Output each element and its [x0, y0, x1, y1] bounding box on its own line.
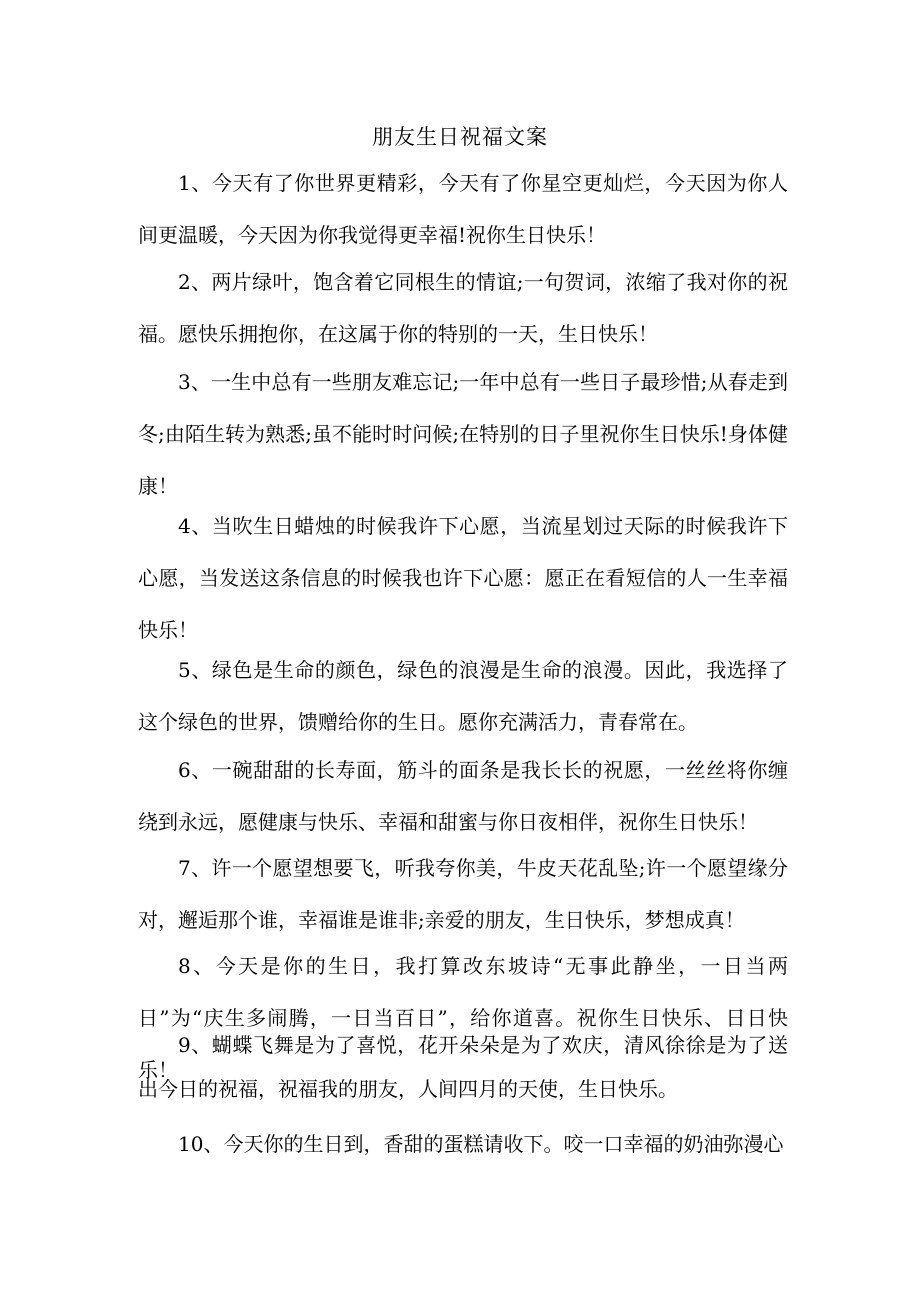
paragraph-9: 9、蝴蝶飞舞是为了喜悦，花开朵朵是为了欢庆，清风徐徐是为了送出今日的祝福，祝福我的朋友，人间四月的天使，生日快乐。 [138, 1033, 788, 1101]
paragraph-1: 1、今天有了你世界更精彩，今天有了你星空更灿烂，今天因为你人间更温暖，今天因为你我觉得更幸福!祝你生日快乐！ [138, 171, 788, 247]
paragraph-6: 6、一碗甜甜的长寿面，筋斗的面条是我长长的祝愿，一丝丝将你缠绕到永远，愿健康与快乐、幸福和甜蜜与你日夜相伴，祝你生日快乐！ [138, 758, 788, 834]
paragraph-3: 3、一生中总有一些朋友难忘记;一年中总有一些日子最珍惜;从春走到冬;由陌生转为熟悉;虽不能时时问候;在特别的日子里祝你生日快乐!身体健康！ [138, 370, 788, 498]
paragraph-2: 2、两片绿叶，饱含着它同根生的情谊;一句贺词，浓缩了我对你的祝福。愿快乐拥抱你，在这属于你的特别的一天，生日快乐！ [138, 270, 788, 346]
paragraph-7: 7、许一个愿望想要飞，听我夸你美，牛皮天花乱坠;许一个愿望缘分对，邂逅那个谁，幸福谁是谁非;亲爱的朋友，生日快乐，梦想成真！ [138, 856, 788, 932]
paragraph-10: 10、今天你的生日到，香甜的蛋糕请收下。咬一口幸福的奶油弥漫心 [178, 1132, 784, 1156]
paragraph-5: 5、绿色是生命的颜色，绿色的浪漫是生命的浪漫。因此，我选择了这个绿色的世界，馈赠给你的生日。愿你充满活力，青春常在。 [138, 658, 788, 734]
paragraph-8: 8、今天是你的生日，我打算改东坡诗“无事此静坐，一日当两日”为“庆生多闹腾，一日当百日”，给你道喜。祝你生日快乐、日日快乐！ [138, 954, 788, 1082]
paragraph-4: 4、当吹生日蜡烛的时候我许下心愿，当流星划过天际的时候我许下心愿，当发送这条信息的时候我也许下心愿：愿正在看短信的人一生幸福快乐！ [138, 514, 788, 642]
document-title: 朋友生日祝福文案 [372, 125, 548, 149]
